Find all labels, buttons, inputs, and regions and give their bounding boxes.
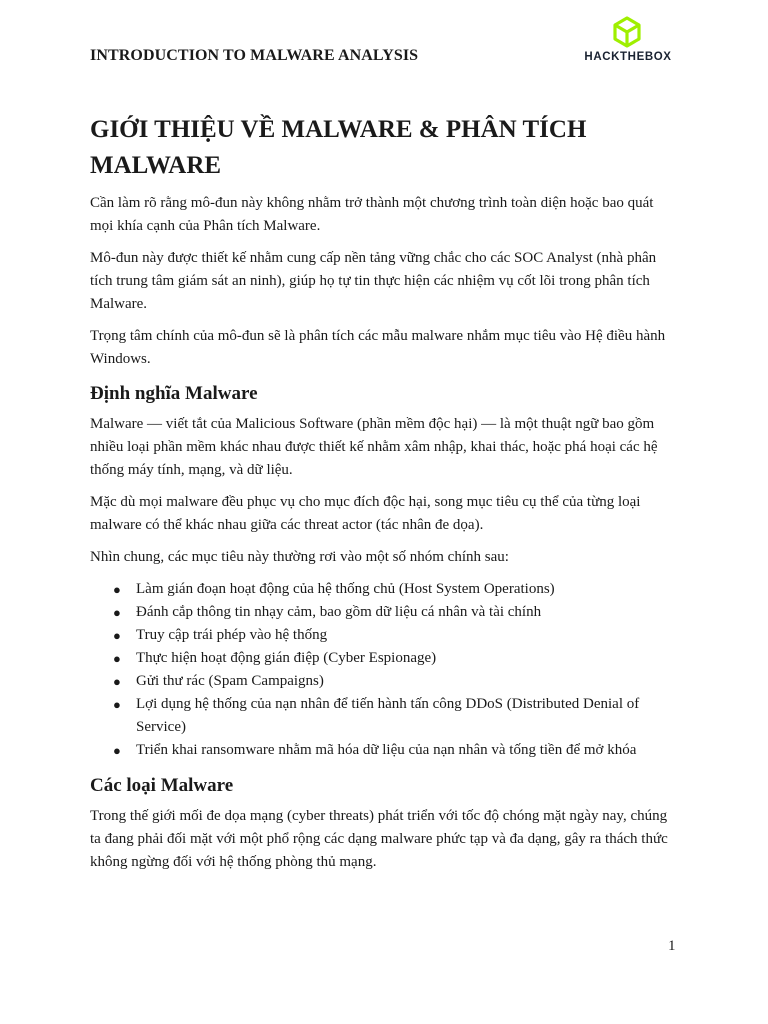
running-header: INTRODUCTION TO MALWARE ANALYSIS — [90, 47, 419, 64]
list-item-text: Truy cập trái phép vào hệ thống — [136, 627, 328, 643]
goals-list — [90, 578, 678, 762]
bullet-icon: ● — [113, 743, 121, 758]
list-item — [113, 693, 678, 739]
bullet-icon: ● — [113, 674, 121, 689]
main-content — [90, 112, 678, 883]
paragraph: Trọng tâm chính của mô-đun sẽ là phân tích các mẫu malware nhắm mục tiêu vào Hệ điều hành Windows. — [90, 328, 666, 367]
paragraph: Cần làm rõ rằng mô-đun này không nhằm trở thành một chương trình toàn diện hoặc bao quát mọi khía cạnh của Phân tích Malware. — [90, 195, 654, 234]
section-heading-definition: Định nghĩa Malware — [90, 383, 258, 404]
list-item — [113, 739, 678, 762]
paragraph: Mô-đun này được thiết kế nhằm cung cấp nền tảng vững chắc cho các SOC Analyst (nhà phân tích trung tâm giám sát an ninh), giúp họ tự tin thực hiện các nhiệm vụ cốt lõi trong phân tích Malware. — [90, 250, 657, 312]
bullet-icon: ● — [113, 651, 121, 666]
bullet-icon: ● — [113, 628, 121, 643]
hackthebox-logo — [582, 16, 674, 68]
list-item — [113, 578, 678, 601]
list-item — [113, 647, 678, 670]
paragraph: Trong thế giới mối đe dọa mạng (cyber threats) phát triển với tốc độ chóng mặt ngày nay, chúng ta đang phải đối mặt với một phổ rộng các dạng malware phức tạp và đa dạng, gây ra thách thức không ngừng đối với hệ thống phòng thủ mạng. — [90, 808, 668, 870]
paragraph: Malware — viết tắt của Malicious Software (phần mềm độc hại) — là một thuật ngữ bao gồm nhiều loại phần mềm khác nhau được thiết kế nhằm xâm nhập, khai thác, hoặc phá hoại các hệ thống máy tính, mạng, và dữ liệu. — [90, 416, 658, 478]
logo-wordmark: HACKTHEBOX — [584, 51, 672, 63]
list-item-text: Triển khai ransomware nhằm mã hóa dữ liệu của nạn nhân và tống tiền để mở khóa — [136, 742, 637, 758]
paragraph: Mặc dù mọi malware đều phục vụ cho mục đích độc hại, song mục tiêu cụ thể của từng loại malware có thể khác nhau giữa các threat actor (tác nhân đe dọa). — [90, 494, 641, 533]
list-item — [113, 624, 678, 647]
paragraph: Nhìn chung, các mục tiêu này thường rơi vào một số nhóm chính sau: — [90, 549, 509, 565]
list-item — [113, 601, 678, 624]
list-item-text: Thực hiện hoạt động gián điệp (Cyber Espionage) — [136, 650, 437, 666]
section-heading-types: Các loại Malware — [90, 775, 234, 796]
cube-icon — [612, 16, 642, 48]
list-item-text: Làm gián đoạn hoạt động của hệ thống chủ (Host System Operations) — [136, 581, 555, 597]
bullet-icon: ● — [113, 582, 121, 597]
list-item — [113, 670, 678, 693]
list-item-text: Gửi thư rác (Spam Campaigns) — [136, 673, 324, 689]
list-item-text: Đánh cắp thông tin nhạy cảm, bao gồm dữ liệu cá nhân và tài chính — [136, 604, 542, 620]
page-number: 1 — [668, 938, 676, 954]
bullet-icon: ● — [113, 697, 121, 712]
list-item-text: Lợi dụng hệ thống của nạn nhân để tiến hành tấn công DDoS (Distributed Denial of Service) — [136, 696, 640, 735]
page-title: GIỚI THIỆU VỀ MALWARE & PHÂN TÍCH MALWARE — [90, 116, 587, 179]
bullet-icon: ● — [113, 605, 121, 620]
